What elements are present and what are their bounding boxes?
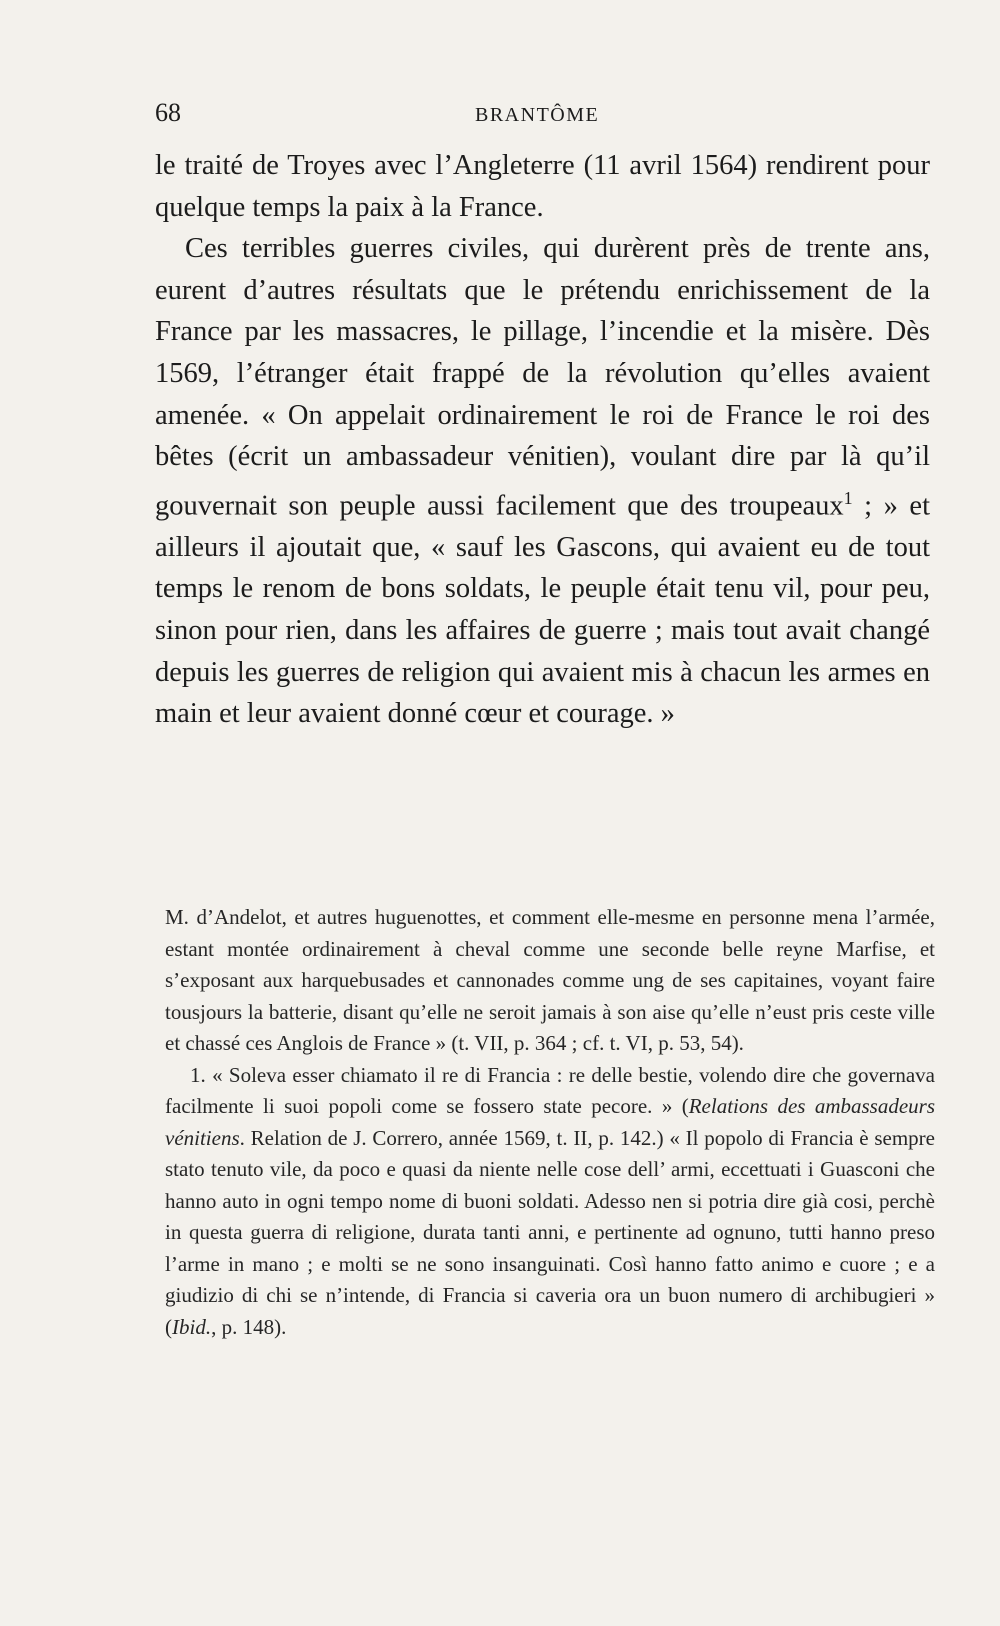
page-number: 68 <box>155 98 181 127</box>
running-title: BRANTÔME <box>475 104 600 126</box>
citation-ibid: Ibid. <box>172 1314 212 1339</box>
footnote-reference[interactable]: 1 <box>843 487 853 508</box>
text-run: 1. « Soleva esser chiamato il re di Francia : re delle bestie, volendo dire che governava facilmente li suoi popoli come se fossero state pecore. » ( <box>165 1062 935 1118</box>
paragraph: le traité de Troyes avec l’Angleterre (11 avril 1564) rendirent pour quelque temps la paix à la France. <box>155 150 930 223</box>
paragraph <box>155 228 930 735</box>
footnote-continuation: M. d’Andelot, et autres huguenottes, et comment elle-mesme en personne mena l’armée, estant montée ordinairement à cheval comme une seconde belle reyne Marfise, et s’exposant aux harquebusades et cannonades comme ung de ses capitaines, voyant faire tousjours la batterie, disant qu’elle ne seroit jamais à son aise qu’elle n’eust pris ceste ville et chassé ces Anglois de France » (t. VII, p. 364 ; cf. t. VI, p. 53, 54). <box>165 905 935 1055</box>
text-run: , p. 148). <box>211 1314 287 1339</box>
citation-title: Relations des ambassadeurs vénitiens <box>165 1094 936 1150</box>
text-run: ; » et ailleurs il ajoutait que, « sauf les Gascons, qui avaient eu de tout temps le renom de bons soldats, le peuple était tenu vil, pour peu, sinon pour rien, dans les affaires de guerre ; mais tout avait changé depuis les guerres de religion qui avaient mis à chacun les armes en main et leur avaient donné cœur et courage. » <box>155 490 930 730</box>
text-run: . Relation de J. Correro, année 1569, t. II, p. 142.) « Il popolo di Francia è sempre stato tenuto vile, da poco e quasi da niente nelle cose dell’ armi, eccettuati i Guasconi che hanno auto in ogni tempo nome di buoni soldati. Adesso nen si potria dire già cosi, perchè in questa guerra di religione, durata tanti anni, e pertinente ad ognuno, tutti hanno preso l’arme in mano ; e molti se ne sono insanguinati. Così hanno fatto animo e cuore ; e a giudizio di chi se n’intende, di Francia si caveria ora un buon numero di archibugieri » ( <box>165 1125 935 1339</box>
text-run: Ces terribles guerres civiles, qui durèrent près de trente ans, eurent d’autres résultats que le prétendu enrichissement de la France par les massacres, le pillage, l’incendie et la misère. Dès 1569, l’étranger était frappé de la révolution qu’elles avaient amenée. « On appelait ordinairement le roi de France le roi des bêtes (écrit un ambassadeur vénitien), voulant dire par là qu’il gouvernait son peuple aussi facilement que des troupeaux <box>155 233 930 522</box>
footnote-1 <box>165 1060 935 1344</box>
page-header <box>155 98 925 138</box>
main-text <box>155 145 930 735</box>
footnotes <box>165 902 935 1343</box>
